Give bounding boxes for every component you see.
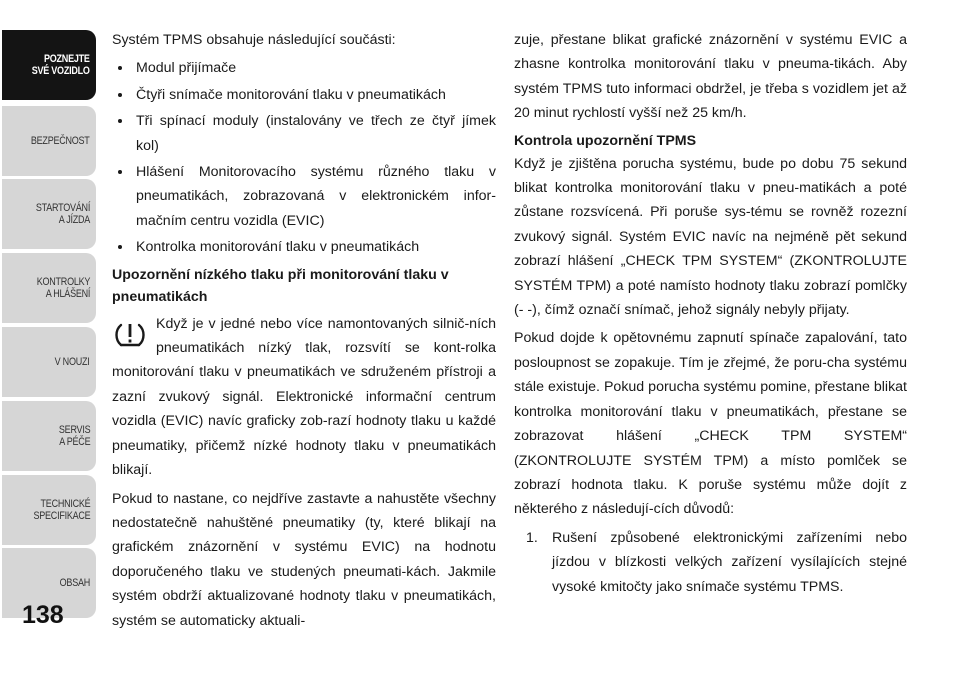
intro-paragraph: Systém TPMS obsahuje následující součásti: — [112, 32, 396, 48]
section-heading: Upozornění nízkého tlaku při monitorování tlaku v pneumatikách — [112, 266, 449, 305]
body-paragraph: Pokud dojde k opětovnému zapnutí spínače zapalování, tato posloupnost se zopakuje. Tím je zřejmé, že poru-cha systému stále existuje. Pokud porucha systému pomine, přestane blikat kontrolka monitorování tlaku v pneumatikách, přestane se zobrazovat hlášení „CHECK TPM SYSTEM“ (ZKONTROLUJTE SYSTÉM TPM) a místo pomlček se zobrazí hodnota tlaku. K poruše systému může dojít z některého z následují-cích důvodů: — [514, 330, 907, 518]
tab-label: TECHNICKÉ SPECIFIKACE — [33, 498, 90, 522]
list-item: Hlášení Monitorovacího systému různého tlaku v pneumatikách, zobrazovaná v elektronickém infor-mačním centru vozidla (EVIC) — [112, 160, 496, 233]
right-column — [514, 28, 907, 599]
tab-label: POZNEJTE SVÉ VOZIDLO — [32, 53, 90, 77]
components-list — [112, 56, 496, 259]
tab-label: SERVIS A PÉČE — [58, 424, 90, 448]
warning-paragraph: Když je v jedné nebo více namontovaných silnič-ních pneumatikách nízký tlak, rozsvítí se kont-rolka monitorování tlaku v pneumatikách ve sdruženém přístroji a zazní zvukový signál. Elektronické informační centrum vozidla (EVIC) navíc graficky zob-razí hodnoty tlaku u každé pneumatiky, přičemž nízké hodnoty tlaku v pneumatikách blikají. — [112, 315, 496, 479]
tab-servis-a-pece[interactable] — [2, 401, 96, 471]
list-item: Kontrolka monitorování tlaku v pneumatikách — [112, 235, 496, 259]
tab-kontrolky-a-hlaseni[interactable] — [2, 253, 96, 323]
chapter-sidebar — [0, 0, 98, 678]
tab-label: V NOUZI — [55, 356, 90, 368]
list-item: Modul přijímače — [112, 56, 496, 80]
list-item-text: Rušení způsobené elektronickými zařízeními nebo jízdou v blízkosti velkých zařízení vysílajících stejné vysoké kmitočty jako snímače systému TPMS. — [552, 529, 907, 595]
tab-technicke-specifikace[interactable] — [2, 475, 96, 545]
causes-list — [514, 526, 907, 599]
tire-pressure-warning-icon — [112, 316, 148, 352]
tab-label: KONTROLKY A HLÁŠENÍ — [36, 276, 90, 300]
page-number: 138 — [22, 601, 64, 629]
tab-label: BEZPEČNOST — [31, 135, 90, 147]
tab-label: STARTOVÁNÍ A JÍZDA — [35, 202, 90, 226]
list-item: Tři spínací moduly (instalovány ve třech ze čtyř jímek kol) — [112, 109, 496, 158]
list-item: Čtyři snímače monitorování tlaku v pneumatikách — [112, 83, 496, 107]
list-item — [514, 526, 907, 599]
tab-label: OBSAH — [59, 577, 90, 589]
warning-block — [112, 312, 496, 483]
body-paragraph: Pokud to nastane, co nejdříve zastavte a nahustěte všechny nedostatečně nahuštěné pneumatiky (ty, které blikají na grafickém znázornění v systému EVIC) na hodnotu doporučeného tlaku ve studených pneumati-kách. Jakmile systém obdrží aktualizované hodnoty tlaku v pneumatikách, systém se automaticky aktuali- — [112, 490, 496, 629]
tab-startovani-a-jizda[interactable] — [2, 179, 96, 249]
tab-v-nouzi[interactable] — [2, 327, 96, 397]
body-paragraph: Když je zjištěna porucha systému, bude po dobu 75 sekund blikat kontrolka monitorování tlaku v pneu-matikách a poté zůstane rozsvícená. Při poruše sys-tému se rovněž rozezní zvukový signál. Systém EVIC navíc na nejméně pět sekund zobrazí hlášení „CHECK TPM SYSTEM“ (ZKONTROLUJTE SYSTÉM TPM) a poté namísto hodnoty tlaku zobrazí pomlčky (- -), čímž označí snímač, jehož signály nebyly přijaty. — [514, 155, 907, 319]
section-heading: Kontrola upozornění TPMS — [514, 132, 697, 149]
list-item-number: 1. — [526, 529, 538, 546]
tab-bezpecnost[interactable] — [2, 106, 96, 176]
left-column — [112, 28, 496, 633]
tab-poznejte-sve-vozidlo[interactable] — [2, 30, 96, 100]
continued-paragraph: zuje, přestane blikat grafické znázornění v systému EVIC a zhasne kontrolka monitorování tlaku v pneuma-tikách. Aby systém TPMS tuto informaci obdržel, je třeba s vozidlem jet až 20 minut rychlostí vyšší než 25 km/h. — [514, 32, 907, 122]
